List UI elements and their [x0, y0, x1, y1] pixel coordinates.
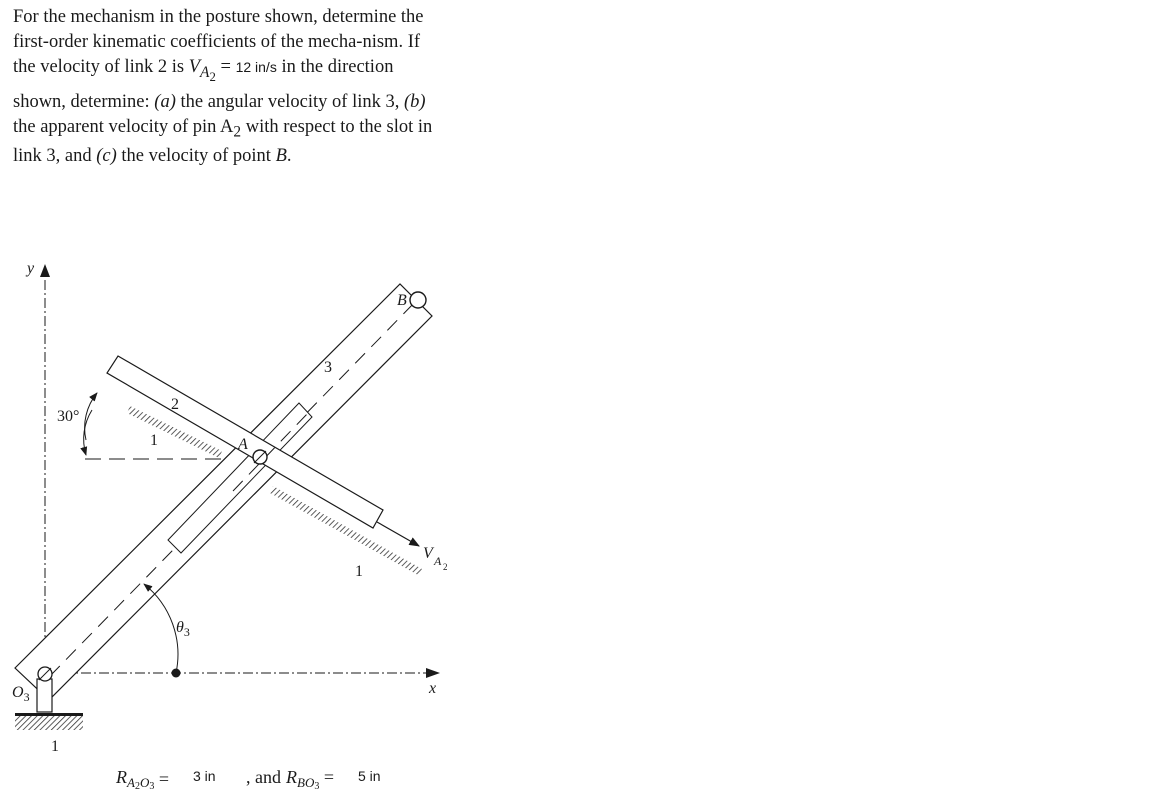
- point-b-label: B: [397, 292, 407, 309]
- y-axis-arrow: [40, 264, 50, 277]
- ground-base: [15, 713, 83, 716]
- pivot-post: [37, 679, 52, 712]
- given-r2: $R_{BO}3$ =: [286, 767, 334, 792]
- given-r1: $R_A2O3$ =: [116, 767, 169, 792]
- theta-label: $\theta_3$: [176, 619, 190, 639]
- x-axis-arrow: [426, 668, 440, 678]
- velocity-subsub: 2: [209, 69, 216, 84]
- problem-text-2: in the direction shown, determine:: [13, 57, 394, 112]
- pin-b: [410, 292, 426, 308]
- ground-label-lower: 1: [355, 563, 363, 580]
- velocity-symbol: V: [188, 57, 201, 77]
- velocity-label-v: V: [423, 545, 433, 562]
- origin-label: $O_3$: [12, 684, 30, 704]
- ground-base-hatch: [15, 716, 83, 730]
- angle-label-30: 30°: [57, 408, 80, 425]
- velocity-label-sub: A: [434, 554, 442, 568]
- equals-sign: =: [215, 57, 236, 77]
- period: .: [286, 146, 292, 167]
- pin-sub: 2: [233, 123, 242, 141]
- velocity-arrow: [377, 522, 419, 546]
- theta-origin-dot: [172, 669, 181, 678]
- part-b-label: (b): [403, 91, 426, 112]
- y-axis-label: y: [27, 260, 35, 277]
- point-b-text: B: [275, 146, 287, 167]
- velocity-sub: A: [200, 63, 210, 81]
- point-a-label: A: [238, 436, 248, 453]
- velocity-label-subsub: 2: [443, 562, 448, 572]
- link-2-label: 2: [171, 396, 179, 413]
- velocity-value: 12 in/s: [235, 59, 277, 75]
- link-3-label: 3: [324, 359, 332, 376]
- ground-label-upper: 1: [150, 432, 158, 449]
- x-axis-label: x: [429, 680, 437, 697]
- angle-arc-30: [85, 393, 97, 440]
- problem-text-1: For the mechanism in the posture shown, determine the first-order kinematic coefficients of the mecha-nism. If the velocity of link 2 is: [13, 7, 424, 77]
- part-c-label: (c): [96, 146, 117, 167]
- given-connector: , and: [246, 767, 281, 787]
- problem-text-3: the angular velocity of link 3,: [175, 91, 404, 112]
- ground-label-base: 1: [51, 738, 59, 755]
- problem-text-5: with respect to the slot in link 3, and: [13, 116, 433, 167]
- problem-text-6: the velocity of point: [116, 146, 276, 167]
- given-r1-value: 3 in: [193, 768, 216, 784]
- given-r2-value: 5 in: [358, 768, 381, 784]
- part-a-label: (a): [154, 91, 176, 112]
- problem-text-4: the apparent velocity of pin A: [13, 116, 234, 137]
